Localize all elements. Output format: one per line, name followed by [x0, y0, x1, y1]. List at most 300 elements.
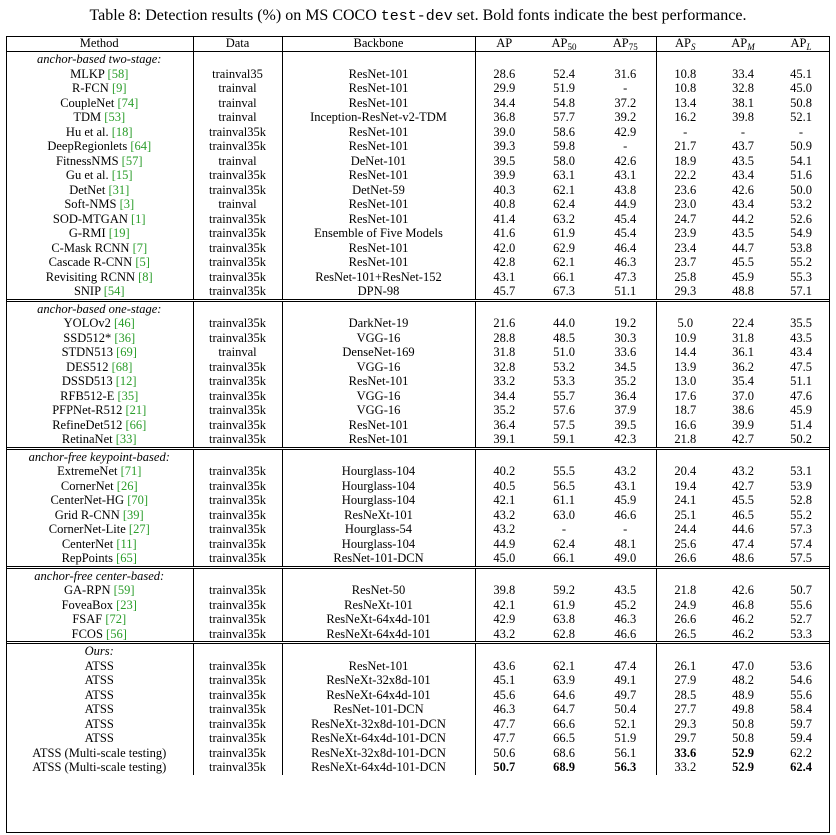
aps-cell: 10.9: [674, 330, 697, 345]
citation-link[interactable]: [54]: [103, 284, 125, 298]
citation-link[interactable]: [31]: [108, 182, 130, 197]
caption-split-name: test-dev: [380, 8, 453, 25]
apm-cell: 44.6: [732, 522, 754, 536]
data-cell: trainval35k: [193, 270, 282, 285]
table-row: [6, 418, 830, 433]
ap-cell: 50.7: [493, 760, 516, 774]
method-cell: [6, 479, 193, 494]
ap50-cell: 58.6: [553, 124, 575, 139]
group-label: anchor-based two-stage:: [6, 52, 193, 67]
data-cell: trainval35k: [193, 659, 282, 674]
header-method: Method: [6, 36, 193, 52]
group-label: Ours:: [6, 643, 193, 659]
method-name: CoupleNet: [60, 95, 115, 110]
data-cell: trainval35k: [193, 389, 282, 404]
group-label: anchor-free center-based:: [6, 567, 193, 583]
ap50-cell: 62.4: [553, 536, 575, 551]
apl-cell: 55.2: [790, 507, 812, 522]
data-cell: trainval: [193, 154, 282, 169]
backbone-cell: ResNeXt-32x8d-101-DCN: [282, 717, 475, 732]
apm-cell: 39.9: [732, 417, 754, 432]
data-cell: trainval35: [193, 67, 282, 82]
ap50-cell: 64.6: [553, 687, 575, 702]
backbone-cell: ResNet-101: [282, 67, 475, 82]
backbone-cell: VGG-16: [282, 360, 475, 375]
method-name: SOD-MTGAN: [52, 211, 128, 226]
apm-cell: 45.9: [732, 269, 754, 284]
table-row: [6, 125, 830, 140]
method-cell: [6, 212, 193, 227]
aps-cell: 18.7: [674, 403, 697, 417]
ap50-cell: 62.1: [553, 658, 575, 673]
citation-link[interactable]: [71]: [120, 464, 142, 478]
citation-link[interactable]: [19]: [108, 226, 130, 240]
table-row: [6, 537, 830, 552]
ap50-cell: 53.2: [553, 359, 575, 374]
backbone-cell: Hourglass-104: [282, 537, 475, 552]
method-cell: [6, 403, 193, 418]
aps-cell: 26.5: [674, 626, 697, 641]
apm-cell: 33.4: [732, 66, 754, 81]
citation-link[interactable]: [9]: [111, 81, 127, 95]
apm-cell: 42.6: [732, 583, 754, 597]
citation-link[interactable]: [11]: [116, 536, 137, 551]
apm-cell: 44.2: [732, 211, 754, 226]
apm-cell: 42.6: [732, 182, 754, 197]
apl-cell: 55.6: [790, 687, 812, 702]
ap-cell: 28.8: [493, 330, 516, 345]
ap-cell: 40.3: [493, 182, 516, 197]
method-name: RetinaNet: [61, 432, 113, 446]
table-row: [6, 746, 830, 761]
method-cell: [6, 81, 193, 96]
table-row: [6, 374, 830, 389]
citation-link[interactable]: [33]: [115, 432, 137, 446]
data-cell: trainval35k: [193, 746, 282, 761]
backbone-cell: ResNet-101: [282, 168, 475, 183]
method-cell: [6, 67, 193, 82]
citation-link[interactable]: [72]: [105, 612, 127, 626]
data-cell: trainval35k: [193, 432, 282, 448]
apm-cell: 32.8: [732, 81, 754, 95]
group-1: [6, 300, 830, 448]
method-cell: [6, 255, 193, 270]
apm-cell: 38.6: [732, 403, 754, 417]
citation-link[interactable]: [65]: [116, 551, 137, 565]
aps-cell: 23.4: [674, 240, 697, 255]
table-row: [6, 627, 830, 643]
apl-cell: 52.1: [790, 110, 812, 124]
method-name: DSSD513: [61, 374, 113, 388]
table-row: [6, 139, 830, 154]
citation-link[interactable]: [7]: [132, 240, 148, 255]
backbone-cell: ResNet-101: [282, 432, 475, 448]
apl-cell: 53.9: [790, 478, 812, 493]
aps-cell: 29.3: [674, 284, 697, 298]
method-name: GA-RPN: [64, 583, 111, 597]
data-cell: trainval35k: [193, 717, 282, 732]
table-row: [6, 345, 830, 360]
table-row: [6, 508, 830, 523]
ap75-cell: 43.1: [595, 479, 656, 494]
apl-cell: 53.1: [790, 464, 812, 478]
data-cell: trainval35k: [193, 702, 282, 717]
aps-cell: 10.8: [674, 81, 697, 95]
table-row: [6, 760, 830, 775]
method-cell: [6, 551, 193, 567]
table-row: [6, 702, 830, 717]
ap75-cell: 46.3: [595, 612, 656, 627]
aps-cell: 13.9: [674, 359, 697, 374]
apl-cell: 59.7: [790, 716, 812, 731]
method-cell: [6, 522, 193, 537]
header-ap: AP: [475, 36, 533, 52]
group-0: [6, 52, 830, 301]
table-row: [6, 110, 830, 125]
ap50-cell: 62.1: [553, 255, 575, 269]
table-row: [6, 168, 830, 183]
citation-link[interactable]: [5]: [135, 255, 150, 269]
ap50-cell: 57.7: [553, 110, 575, 124]
ap50-cell: 63.0: [553, 507, 575, 522]
ap75-cell: 44.9: [595, 197, 656, 212]
ap-cell: 40.5: [493, 478, 516, 493]
ap-cell: 45.0: [493, 551, 516, 565]
ap-cell: 50.6: [493, 745, 516, 760]
citation-link[interactable]: [3]: [119, 197, 135, 211]
apm-cell: 47.0: [732, 658, 754, 673]
ap50-cell: 62.4: [553, 197, 575, 211]
apl-cell: 52.7: [790, 612, 812, 626]
aps-cell: 16.6: [674, 417, 697, 432]
ap50-cell: 67.3: [553, 284, 575, 298]
table-row: [6, 464, 830, 479]
apl-cell: 53.2: [790, 197, 812, 211]
method-name: DetNet: [69, 182, 106, 197]
group-label-row: [6, 448, 830, 464]
method-cell: [6, 197, 193, 212]
method-cell: [6, 168, 193, 183]
backbone-cell: ResNet-50: [282, 583, 475, 598]
aps-cell: 24.4: [674, 522, 697, 536]
apl-cell: 54.6: [790, 673, 812, 687]
table-row: [6, 241, 830, 256]
backbone-cell: VGG-16: [282, 403, 475, 418]
apl-cell: 45.1: [790, 66, 812, 81]
backbone-cell: ResNeXt-32x8d-101-DCN: [282, 746, 475, 761]
table-row: [6, 197, 830, 212]
apl-cell: 51.1: [790, 374, 812, 388]
aps-cell: 25.6: [674, 536, 697, 551]
method-name: R-FCN: [71, 81, 109, 95]
citation-link[interactable]: [59]: [113, 583, 135, 597]
ap-cell: 35.2: [493, 403, 516, 417]
method-cell: [6, 418, 193, 433]
aps-cell: 25.1: [674, 507, 697, 522]
citation-link[interactable]: [64]: [130, 139, 152, 153]
ap75-cell: 37.9: [595, 403, 656, 418]
ap-cell: 46.3: [493, 702, 516, 716]
apl-cell: 53.6: [790, 658, 812, 673]
method-name: ATSS: [84, 716, 114, 731]
ap75-cell: -: [595, 139, 656, 154]
citation-link[interactable]: [69]: [116, 345, 137, 359]
method-name: FSAF: [72, 612, 103, 626]
table-row: [6, 598, 830, 613]
table-row: [6, 479, 830, 494]
table-row: [6, 493, 830, 508]
data-cell: trainval35k: [193, 598, 282, 613]
apl-cell: 58.4: [790, 702, 812, 716]
apm-cell: 43.4: [732, 168, 754, 182]
apl-cell: 55.6: [790, 597, 812, 612]
aps-cell: 16.2: [674, 110, 697, 124]
aps-cell: 21.8: [674, 583, 697, 597]
ap75-cell: 46.4: [595, 241, 656, 256]
ap50-cell: 68.6: [553, 745, 575, 760]
data-cell: trainval35k: [193, 612, 282, 627]
method-name: FitnessNMS: [56, 153, 119, 168]
data-cell: trainval35k: [193, 226, 282, 241]
citation-link[interactable]: [23]: [116, 597, 137, 612]
ap50-cell: 59.8: [553, 139, 575, 153]
table-row: [6, 226, 830, 241]
apl-cell: 52.6: [790, 211, 812, 226]
group-label-row: [6, 300, 830, 316]
aps-cell: 22.2: [674, 168, 697, 182]
table-row: [6, 583, 830, 598]
ap75-cell: 52.1: [595, 717, 656, 732]
citation-link[interactable]: [18]: [111, 124, 133, 139]
caption-suffix: set. Bold fonts indicate the best performance.: [452, 7, 747, 24]
apm-cell: 43.7: [732, 139, 754, 153]
data-cell: trainval35k: [193, 760, 282, 775]
aps-cell: 26.1: [674, 658, 697, 673]
apm-cell: 22.4: [732, 316, 754, 330]
ap75-cell: -: [595, 81, 656, 96]
method-name: DeepRegionlets: [47, 139, 128, 153]
method-cell: [6, 154, 193, 169]
data-cell: trainval: [193, 110, 282, 125]
citation-link[interactable]: [53]: [104, 110, 126, 124]
backbone-cell: Hourglass-104: [282, 464, 475, 479]
ap75-cell: 47.3: [595, 270, 656, 285]
aps-cell: 18.9: [674, 153, 697, 168]
citation-link[interactable]: [21]: [125, 403, 147, 417]
data-cell: trainval35k: [193, 316, 282, 331]
ap-cell: 39.3: [493, 139, 516, 153]
backbone-cell: ResNet-101: [282, 212, 475, 227]
ap-cell: 41.4: [493, 211, 516, 226]
ap50-cell: 66.1: [553, 551, 575, 565]
backbone-cell: ResNet-101: [282, 139, 475, 154]
method-name: ATSS: [84, 702, 114, 716]
citation-link[interactable]: [66]: [125, 417, 147, 432]
apl-cell: 45.0: [790, 81, 812, 95]
ap-cell: 33.2: [493, 374, 516, 388]
header-apm: $AP_M$: [714, 36, 772, 52]
table-row: [6, 316, 830, 331]
method-cell: [6, 139, 193, 154]
ap75-cell: 33.6: [595, 345, 656, 360]
method-cell: [6, 659, 193, 674]
aps-cell: 27.9: [674, 673, 697, 687]
citation-link[interactable]: [12]: [115, 374, 137, 388]
data-cell: trainval35k: [193, 241, 282, 256]
apm-cell: 46.2: [732, 626, 754, 641]
citation-link[interactable]: [56]: [106, 626, 127, 641]
method-cell: [6, 508, 193, 523]
table-row: [6, 212, 830, 227]
method-name: DES512: [66, 359, 109, 374]
ap-cell: 45.1: [493, 673, 516, 687]
citation-link[interactable]: [46]: [114, 316, 135, 330]
table-row: [6, 673, 830, 688]
apm-cell: 45.5: [732, 255, 754, 269]
citation-link[interactable]: [74]: [117, 95, 139, 110]
citation-link[interactable]: [35]: [117, 388, 139, 403]
method-name: Revisiting RCNN: [45, 269, 136, 284]
backbone-cell: Hourglass-54: [282, 522, 475, 537]
citation-link[interactable]: [1]: [131, 211, 146, 226]
method-cell: [6, 331, 193, 346]
aps-cell: 26.6: [674, 612, 697, 626]
backbone-cell: VGG-16: [282, 389, 475, 404]
method-name: ATSS (Multi-scale testing): [32, 760, 167, 774]
ap75-cell: 46.3: [595, 255, 656, 270]
table-row: [6, 389, 830, 404]
apl-cell: 43.4: [790, 345, 812, 359]
apm-cell: 46.5: [732, 507, 754, 522]
citation-link[interactable]: [26]: [116, 478, 138, 493]
method-name: MLKP: [70, 66, 105, 81]
group-4: [6, 643, 830, 775]
ap50-cell: 57.6: [553, 403, 575, 417]
ap-cell: 39.0: [493, 124, 516, 139]
citation-link[interactable]: [15]: [111, 168, 133, 182]
data-cell: trainval35k: [193, 284, 282, 300]
apm-cell: -: [740, 124, 746, 139]
header-aps: $AP_S$: [656, 36, 714, 52]
method-cell: [6, 493, 193, 508]
method-name: Gu et al.: [65, 168, 109, 182]
apl-cell: 50.9: [790, 139, 812, 153]
backbone-cell: Hourglass-104: [282, 493, 475, 508]
citation-link[interactable]: [70]: [127, 493, 149, 507]
ap50-cell: 63.2: [553, 211, 575, 226]
ap-cell: 42.8: [493, 255, 516, 269]
backbone-cell: DPN-98: [282, 284, 475, 300]
aps-cell: 29.7: [674, 731, 697, 745]
table-row: [6, 67, 830, 82]
ap50-cell: 63.1: [553, 168, 575, 182]
table-row: [6, 284, 830, 300]
apm-cell: 50.8: [732, 731, 754, 745]
citation-link[interactable]: [36]: [114, 330, 136, 345]
aps-cell: 25.8: [674, 269, 697, 284]
group-3: [6, 567, 830, 643]
aps-cell: 27.7: [674, 702, 697, 716]
table-row: [6, 154, 830, 169]
ap75-cell: 42.6: [595, 154, 656, 169]
method-cell: [6, 731, 193, 746]
header-backbone: Backbone: [282, 36, 475, 52]
aps-cell: 13.4: [674, 95, 697, 110]
aps-cell: 23.6: [674, 182, 697, 197]
method-name: Grid R-CNN: [54, 507, 120, 522]
citation-link[interactable]: [8]: [138, 269, 153, 284]
data-cell: trainval35k: [193, 522, 282, 537]
citation-link[interactable]: [27]: [128, 522, 150, 536]
data-cell: trainval35k: [193, 255, 282, 270]
data-cell: trainval35k: [193, 331, 282, 346]
ap50-cell: 59.1: [553, 432, 575, 446]
citation-link[interactable]: [68]: [111, 359, 133, 374]
aps-cell: 5.0: [677, 316, 694, 330]
header-row: [6, 36, 830, 52]
method-name: Cascade R-CNN: [48, 255, 133, 269]
apl-cell: 57.3: [790, 522, 812, 536]
aps-cell: 23.9: [674, 226, 697, 240]
apl-cell: 35.5: [790, 316, 812, 330]
method-cell: [6, 270, 193, 285]
table-row: [6, 717, 830, 732]
caption-prefix: Table 8: Detection results (%) on MS COCO: [89, 7, 381, 24]
data-cell: trainval35k: [193, 360, 282, 375]
ap-cell: 40.2: [493, 464, 516, 478]
backbone-cell: ResNet-101: [282, 81, 475, 96]
apm-cell: 42.7: [732, 432, 754, 446]
backbone-cell: ResNet-101+ResNet-152: [282, 270, 475, 285]
ap-cell: 39.5: [493, 153, 516, 168]
ap-cell: 31.8: [493, 345, 516, 359]
aps-cell: 21.8: [674, 432, 697, 446]
method-cell: [6, 110, 193, 125]
apl-cell: 50.0: [790, 182, 812, 197]
data-cell: trainval35k: [193, 731, 282, 746]
method-cell: [6, 316, 193, 331]
data-cell: trainval35k: [193, 183, 282, 198]
ap75-cell: 51.9: [595, 731, 656, 746]
method-cell: [6, 612, 193, 627]
aps-cell: 24.9: [674, 597, 697, 612]
ap50-cell: 66.5: [553, 731, 575, 745]
apl-cell: 57.5: [790, 551, 812, 565]
ap75-cell: 46.6: [595, 627, 656, 643]
data-cell: trainval: [193, 81, 282, 96]
ap-cell: 47.7: [493, 716, 516, 731]
backbone-cell: ResNet-101: [282, 374, 475, 389]
data-cell: trainval35k: [193, 508, 282, 523]
citation-link[interactable]: [58]: [107, 66, 129, 81]
citation-link[interactable]: [39]: [122, 507, 144, 522]
ap-cell: 44.9: [493, 536, 516, 551]
backbone-cell: DenseNet-169: [282, 345, 475, 360]
backbone-cell: Hourglass-104: [282, 479, 475, 494]
apl-cell: 55.3: [790, 269, 812, 284]
ap50-cell: 62.8: [553, 626, 575, 641]
backbone-cell: ResNet-101: [282, 241, 475, 256]
citation-link[interactable]: [57]: [121, 153, 143, 168]
apl-cell: 45.9: [790, 403, 812, 417]
aps-cell: 20.4: [674, 464, 697, 478]
apm-cell: 43.5: [732, 153, 754, 168]
method-cell: [6, 374, 193, 389]
method-name: ATSS: [84, 658, 114, 673]
ap75-cell: 45.4: [595, 226, 656, 241]
ap75-cell: 45.4: [595, 212, 656, 227]
group-label: anchor-free keypoint-based:: [6, 448, 193, 464]
